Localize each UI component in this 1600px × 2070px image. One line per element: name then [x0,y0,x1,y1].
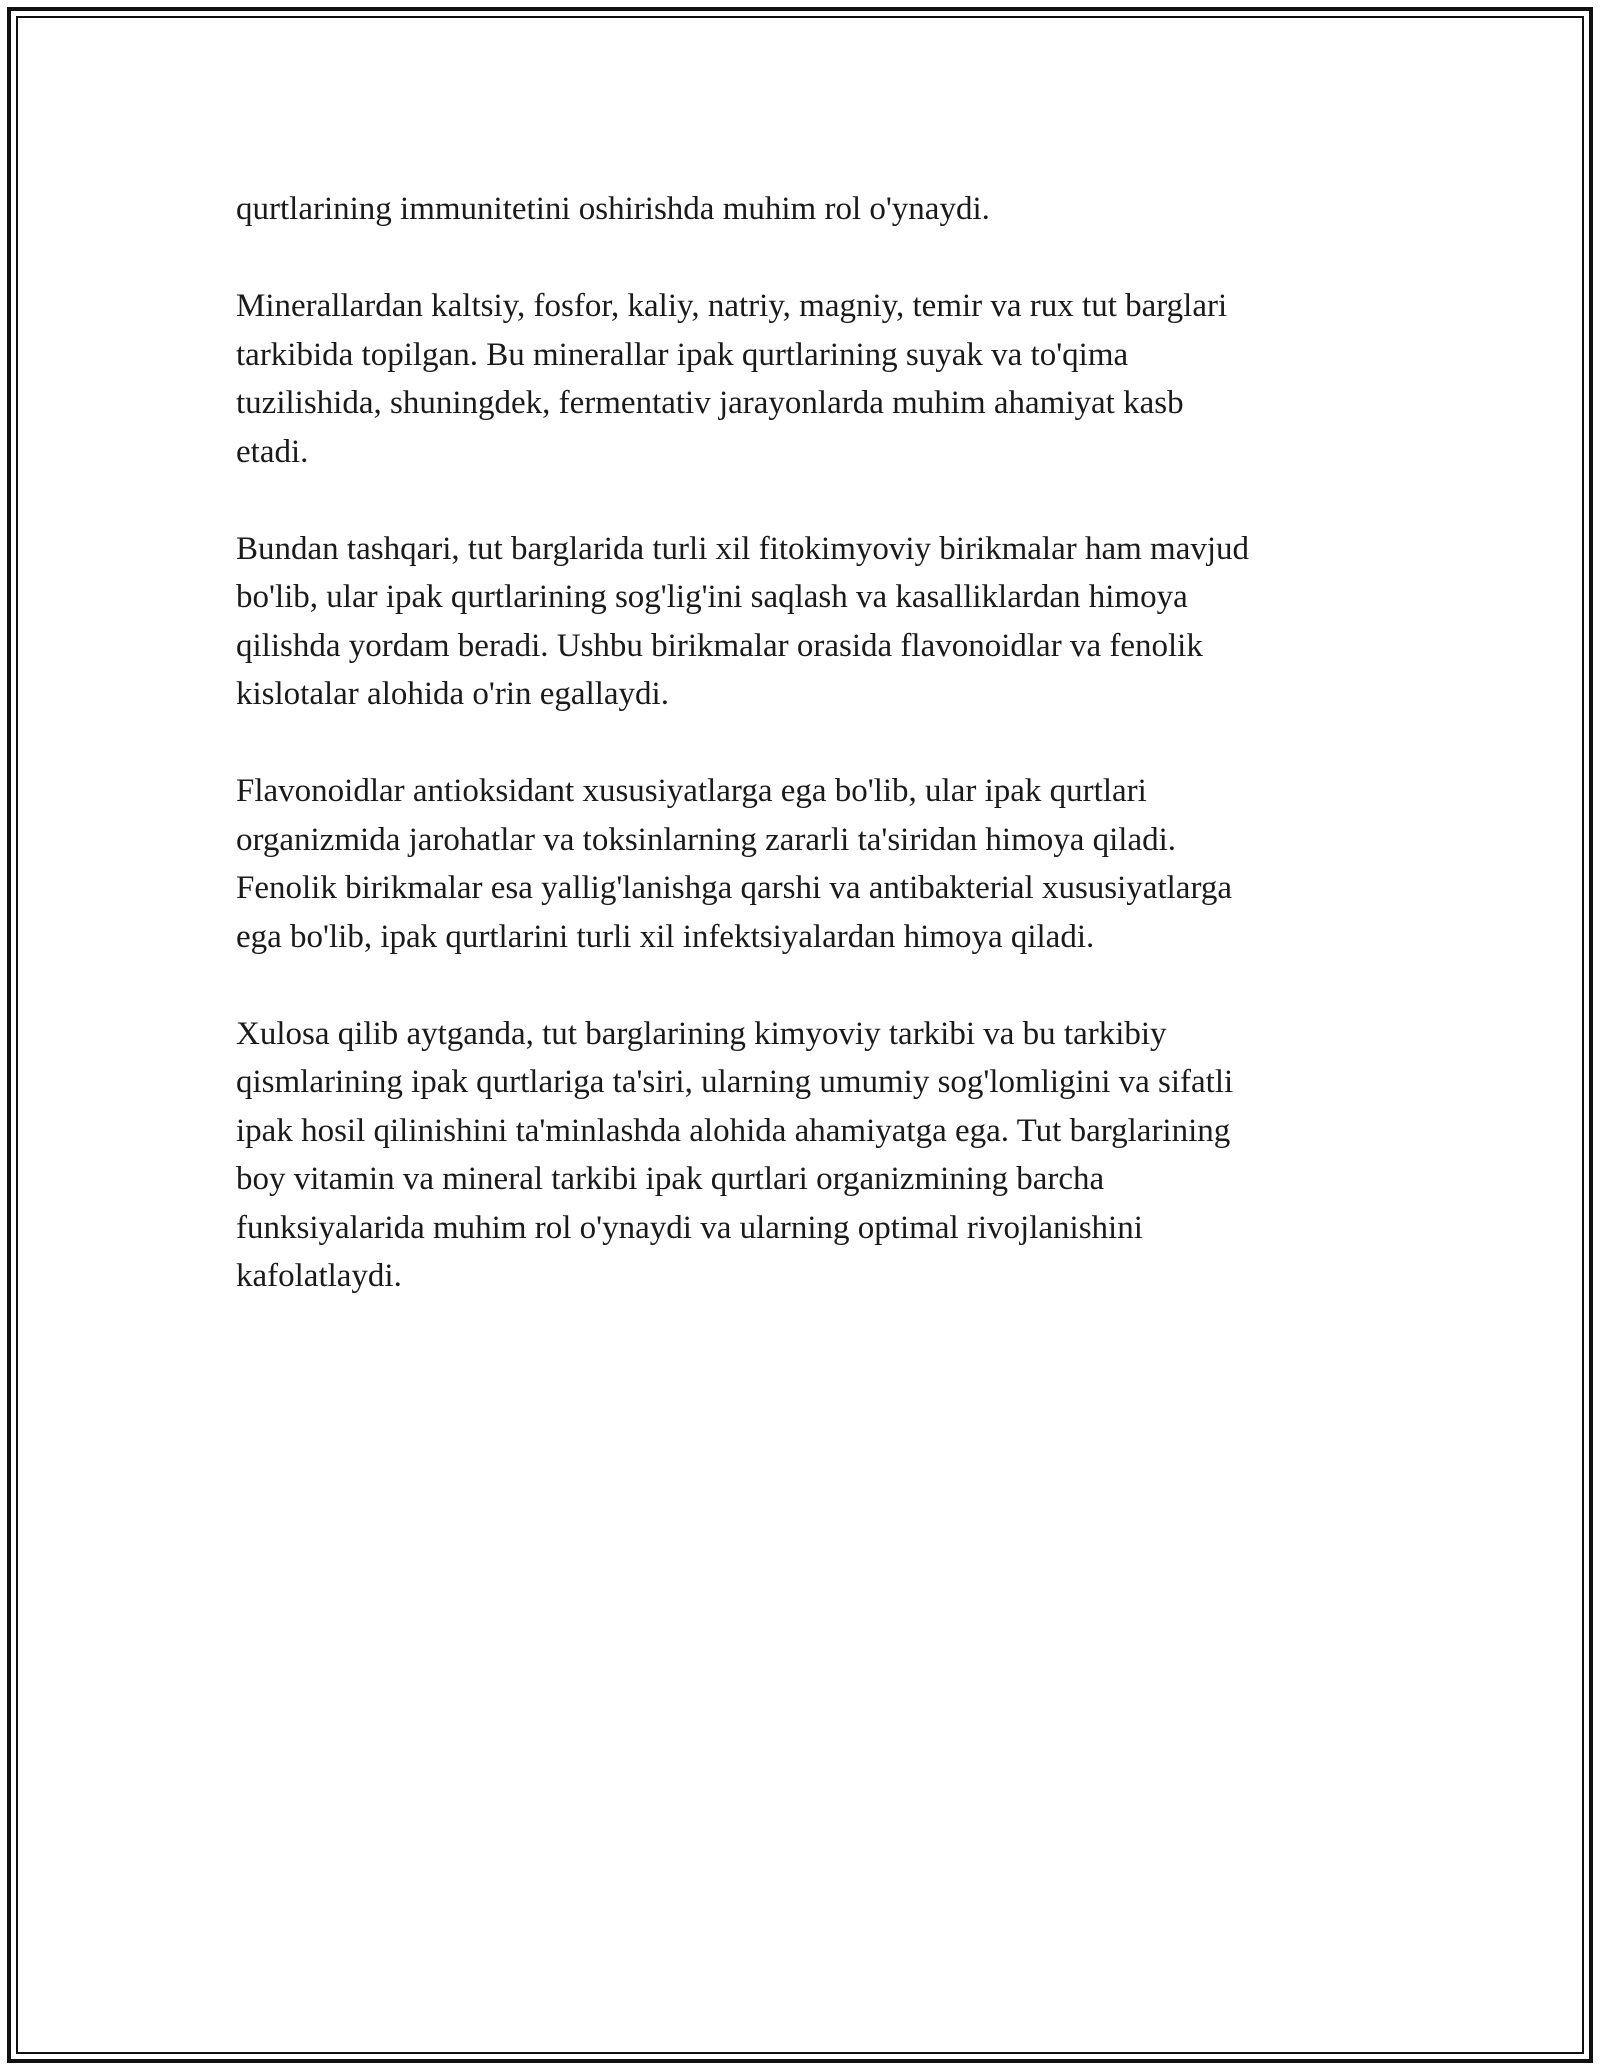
document-body [236,185,1386,1349]
paragraph-minerals: Minerallardan kaltsiy, fosfor, kaliy, natriy, magniy, temir va rux tut barglari tarkibida topilgan. Bu minerallar ipak qurtlarining suyak va to'qima tuzilishida, shuningdek, fermentativ jarayonlarda muhim ahamiyat kasb etadi. [236,288,1228,470]
paragraph-conclusion: Xulosa qilib aytganda, tut barglarining kimyoviy tarkibi va bu tarkibiy qismlarining ipak qurtlariga ta'siri, ularning umumiy sog'lomligini va sifatli ipak hosil qilinishini ta'minlashda alohida ahamiyatga ega. Tut barglarining boy vitamin va mineral tarkibi ipak qurtlari organizmining barcha funksiyalarida muhim rol o'ynaydi va ularning optimal rivojlanishini kafolatlaydi. [236,1015,1234,1294]
paragraph-immunity: qurtlarining immunitetini oshirishda muhim rol o'ynaydi. [236,191,990,227]
paragraph-flavonoids: Flavonoidlar antioksidant xususiyatlarga ega bo'lib, ular ipak qurtlari organizmida jarohatlar va toksinlarning zararli ta'siridan himoya qiladi. Fenolik birikmalar esa yallig'lanishga qarshi va antibakterial xususiyatlarga ega bo'lib, ipak qurtlarini turli xil infektsiyalardan himoya qiladi. [236,773,1232,955]
paragraph-phytochemicals: Bundan tashqari, tut barglarida turli xil fitokimyoviy birikmalar ham mavjud bo'lib, ular ipak qurtlarining sog'lig'ini saqlash va kasalliklardan himoya qilishda yordam beradi. Ushbu birikmalar orasida flavonoidlar va fenolik kislotalar alohida o'rin egallaydi. [236,530,1250,712]
